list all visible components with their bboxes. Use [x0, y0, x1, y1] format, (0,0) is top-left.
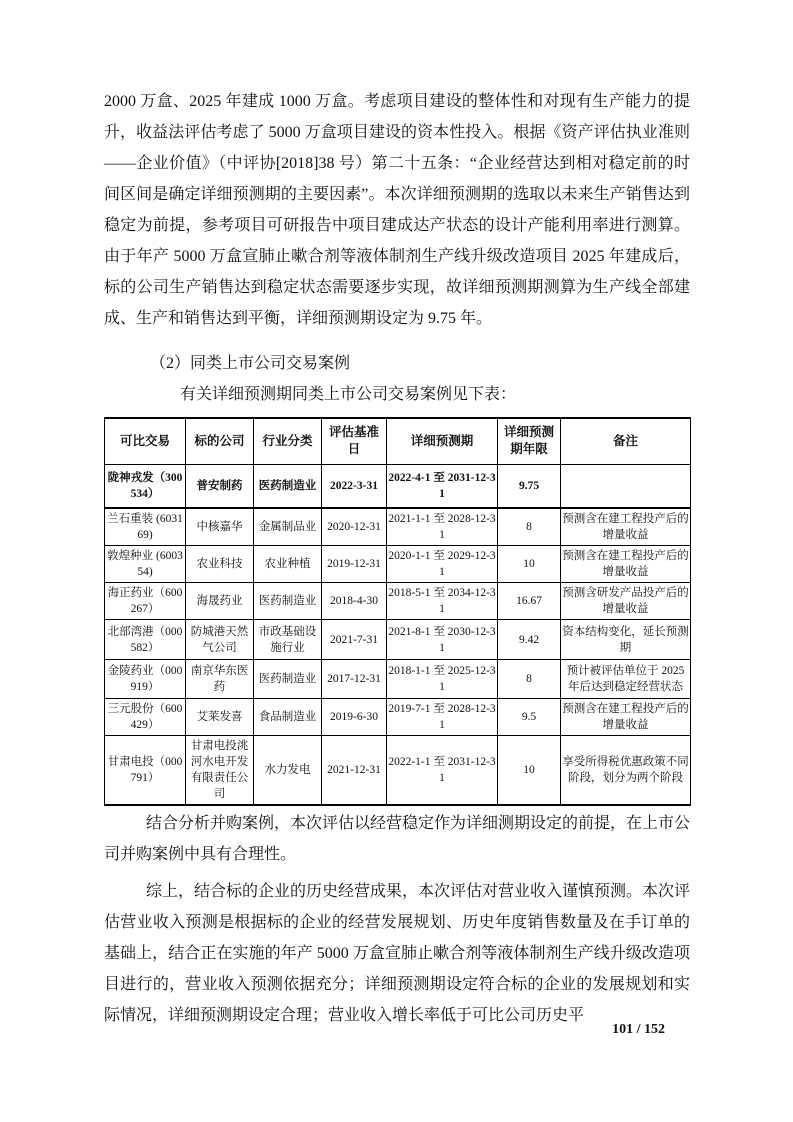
table-header-row	[105, 418, 691, 464]
table-cell: 2021-12-31	[322, 736, 387, 806]
table-cell: 食品制造业	[254, 699, 322, 736]
table-cell: 2022-3-31	[322, 464, 387, 508]
table-cell: 2021-8-1 至 2030-12-31	[387, 620, 498, 660]
table-cell: 2018-1-1 至 2025-12-31	[387, 660, 498, 699]
table-cell: 预测含在建工程投产后的增量收益	[561, 546, 691, 583]
page-number: 101 / 152	[612, 1022, 665, 1037]
table-cell: 甘肃电投（000791）	[105, 736, 186, 806]
table-cell: 10	[498, 736, 561, 806]
table-cell: 海晟药业	[186, 583, 254, 620]
table-cell: 防城港天然气公司	[186, 620, 254, 660]
table-cell: 三元股份（600429）	[105, 699, 186, 736]
table-cell: 金属制品业	[254, 508, 322, 546]
table-cell: 2019-12-31	[322, 546, 387, 583]
col-header-forecast-period: 详细预测期	[387, 418, 498, 464]
table-cell: 8	[498, 508, 561, 546]
table-cell: 中核嘉华	[186, 508, 254, 546]
table-cell: 9.42	[498, 620, 561, 660]
table-cell: 预测含研发产品投产后的增量收益	[561, 583, 691, 620]
col-header-industry: 行业分类	[254, 418, 322, 464]
table-cell: 2021-7-31	[322, 620, 387, 660]
table-cell: 2019-6-30	[322, 699, 387, 736]
table-cell: 预测含在建工程投产后的增量收益	[561, 699, 691, 736]
table-cell: 陇神戎发（300534）	[105, 464, 186, 508]
table-row	[105, 546, 691, 583]
table-cell: 北部湾港（000582）	[105, 620, 186, 660]
table-cell: 2020-1-1 至 2029-12-31	[387, 546, 498, 583]
table-cell: 2020-12-31	[322, 508, 387, 546]
table-row	[105, 620, 691, 660]
col-header-remarks: 备注	[561, 418, 691, 464]
table-cell: 9.5	[498, 699, 561, 736]
table-row	[105, 660, 691, 699]
table-cell: 医药制造业	[254, 464, 322, 508]
table-row	[105, 508, 691, 546]
col-header-valuation-base-date: 评估基准日	[322, 418, 387, 464]
table-cell: 9.75	[498, 464, 561, 508]
table-cell: 医药制造业	[254, 660, 322, 699]
table-cell: 市政基础设施行业	[254, 620, 322, 660]
table-cell: 农业科技	[186, 546, 254, 583]
col-header-comparable-transaction: 可比交易	[105, 418, 186, 464]
table-cell: 2018-5-1 至 2034-12-31	[387, 583, 498, 620]
table-cell: 医药制造业	[254, 583, 322, 620]
table-cell: 甘肃电投洮河水电开发有限责任公司	[186, 736, 254, 806]
table-cell	[561, 464, 691, 508]
table-cell: 2022-1-1 至 2031-12-31	[387, 736, 498, 806]
table-cell: 16.67	[498, 583, 561, 620]
table-cell: 水力发电	[254, 736, 322, 806]
table-cell: 8	[498, 660, 561, 699]
table-cell: 金陵药业（000919）	[105, 660, 186, 699]
paragraph-summary: 综上，结合标的企业的历史经营成果，本次评估对营业收入谨慎预测。本次评估营业收入预测是根据标的企业的经营发展规划、历史年度销售数量及在手订单的基础上，结合正在实施的年产 5000 万盒宣肺止嗽合剂等液体制剂生产线升级改造项目进行的，营业收入预测依据充分；详细预测期设定符合标的企业的发展规划和实际情况，详细预测期设定合理；营业收入增长率低于可比公司历史平	[104, 883, 691, 1024]
table-cell: 艾莱发喜	[186, 699, 254, 736]
table-cell: 2018-4-30	[322, 583, 387, 620]
table-row	[105, 736, 691, 806]
page-content	[104, 86, 690, 1031]
table-cell: 农业种植	[254, 546, 322, 583]
table-cell: 资本结构变化，延长预测期	[561, 620, 691, 660]
table-row	[105, 699, 691, 736]
table-cell: 海正药业（600267）	[105, 583, 186, 620]
table-cell: 享受所得税优惠政策不同阶段，划分为两个阶段	[561, 736, 691, 806]
table-row	[105, 583, 691, 620]
paragraph-conclusion: 结合分析并购案例，本次评估以经营稳定作为详细测期设定的前提，在上市公司并购案例中具有合理性。	[104, 815, 691, 863]
paragraph-forecast-period: 2000 万盒、2025 年建成 1000 万盒。考虑项目建设的整体性和对现有生产能力的提升，收益法评估考虑了 5000 万盒项目建设的资本性投入。根据《资产评估执业准则——企业价值》（中评协[2018]38 号）第二十五条：“企业经营达到相对稳定前的时间区间是确定详细预测期的主要因素”。本次详细预测期的选取以未来生产销售达到稳定为前提，参考项目可研报告中项目建成达产状态的设计产能利用率进行测算。由于年产 5000 万盒宣肺止嗽合剂等液体制剂生产线升级改造项目 2025 年建成后，标的公司生产销售达到稳定状态需要逐步实现，故详细预测期测算为生产线全部建成、生产和销售达到平衡，详细预测期设定为 9.75 年。	[104, 93, 690, 327]
table-cell: 10	[498, 546, 561, 583]
section-heading-comparable-cases: （2）同类上市公司交易案例	[150, 355, 351, 372]
table-cell: 2019-7-1 至 2028-12-31	[387, 699, 498, 736]
table-cell: 普安制药	[186, 464, 254, 508]
table-cell: 预计被评估单位于 2025 年后达到稳定经营状态	[561, 660, 691, 699]
table-cell: 2017-12-31	[322, 660, 387, 699]
table-cell: 南京华东医药	[186, 660, 254, 699]
table-cell: 兰石重装 (603169)	[105, 508, 186, 546]
table-cell: 敦煌种业 (600354)	[105, 546, 186, 583]
col-header-target-company: 标的公司	[186, 418, 254, 464]
table-cell: 2021-1-1 至 2028-12-31	[387, 508, 498, 546]
col-header-forecast-years: 详细预测期年限	[498, 418, 561, 464]
comparable-transactions-table	[104, 417, 691, 806]
table-row	[105, 464, 691, 508]
table-cell: 预测含在建工程投产后的增量收益	[561, 508, 691, 546]
table-intro-text: 有关详细预测期同类上市公司交易案例见下表：	[180, 386, 517, 403]
table-cell: 2022-4-1 至 2031-12-31	[387, 464, 498, 508]
